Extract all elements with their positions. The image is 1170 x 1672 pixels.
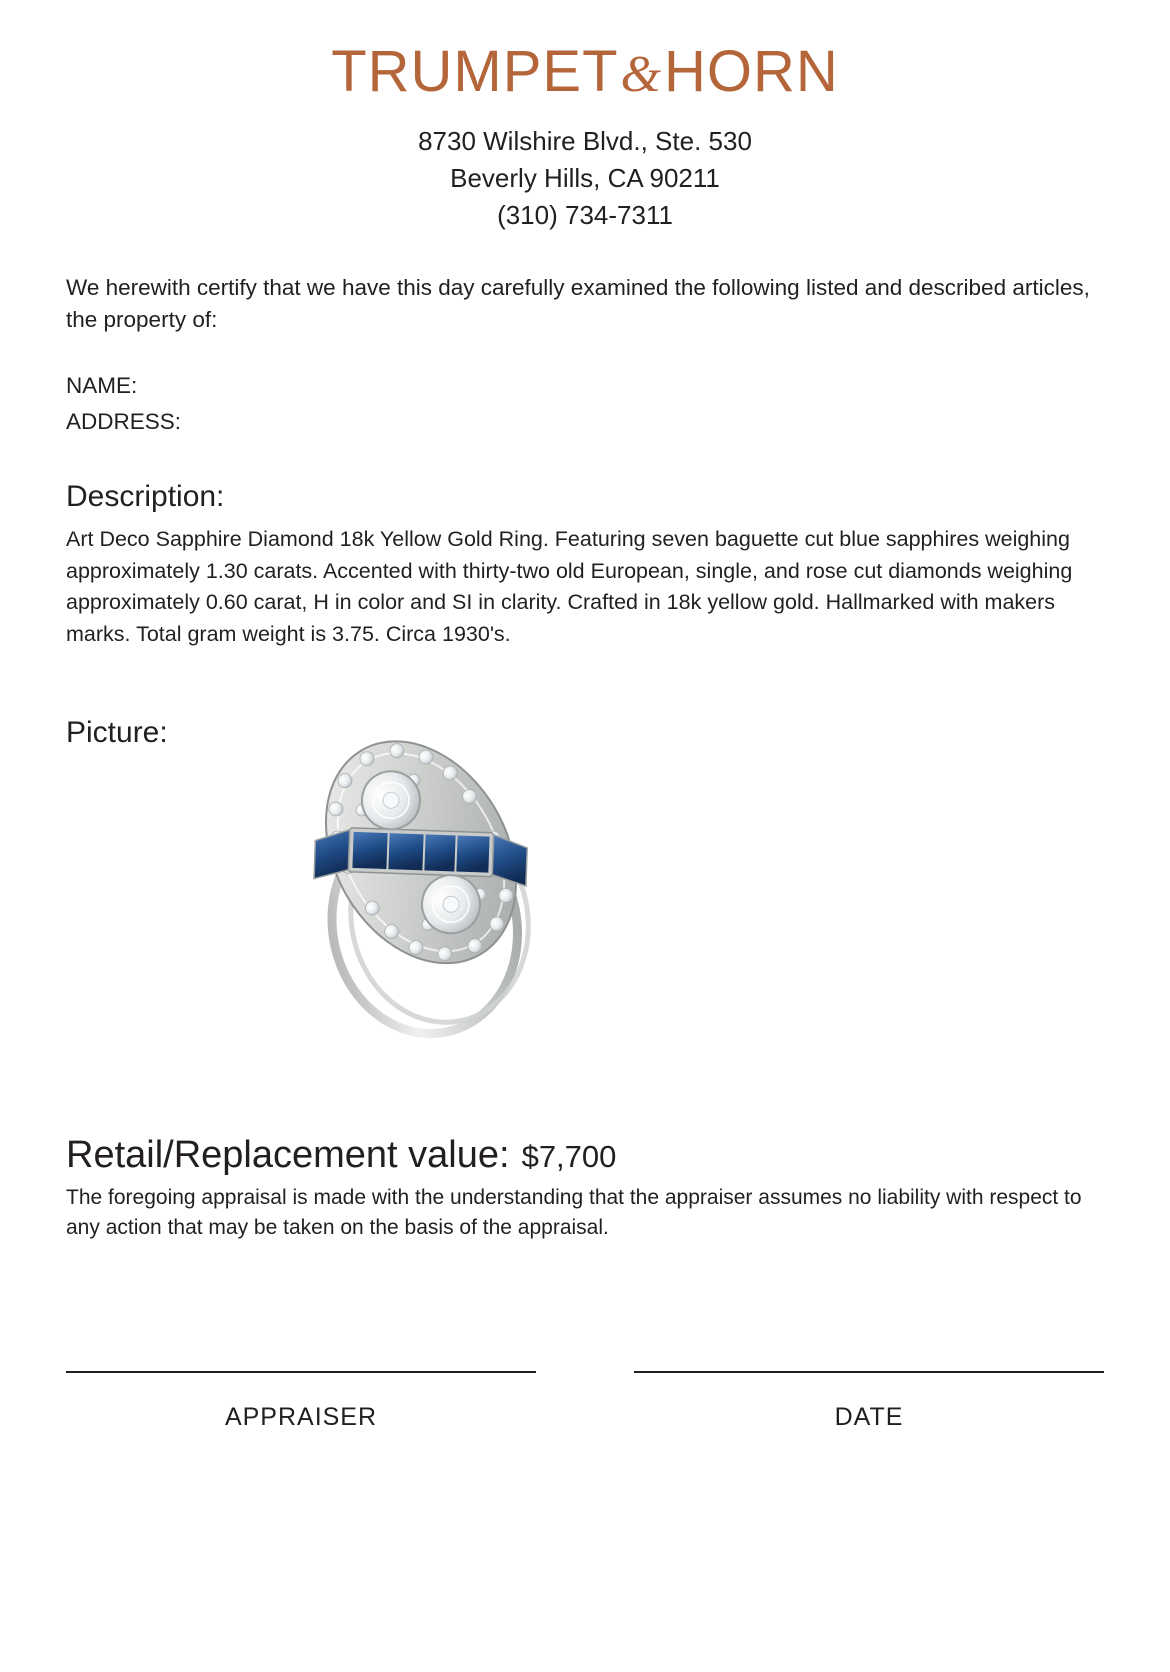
picture-heading: Picture: xyxy=(66,716,168,749)
name-field-label: NAME: xyxy=(66,373,138,398)
brand-name-right: HORN xyxy=(664,39,839,104)
address-line-2: Beverly Hills, CA 90211 xyxy=(450,162,720,193)
date-label: DATE xyxy=(834,1403,904,1431)
company-logo xyxy=(0,39,1170,104)
appraiser-signature-line[interactable] xyxy=(66,1371,536,1373)
phone-number: (310) 734-7311 xyxy=(497,199,673,230)
date-signature-line[interactable] xyxy=(634,1371,1104,1373)
brand-name-left: TRUMPET xyxy=(331,39,619,104)
description-heading: Description: xyxy=(66,480,225,513)
certification-statement: We herewith certify that we have this day carefully examined the following listed and described articles, the property of: xyxy=(66,275,1090,332)
retail-value-amount: $7,700 xyxy=(521,1139,617,1174)
signature-section xyxy=(66,1371,1104,1432)
brand-ampersand: & xyxy=(620,46,662,103)
document-body xyxy=(66,272,1104,1264)
address-line-1: 8730 Wilshire Blvd., Ste. 530 xyxy=(418,125,752,156)
ring-photo xyxy=(242,694,602,1054)
company-contact-block xyxy=(0,123,1170,234)
value-line xyxy=(66,1134,1104,1177)
appraiser-signature-block xyxy=(66,1371,536,1432)
owner-fields xyxy=(66,368,1104,440)
retail-value-label: Retail/Replacement value: xyxy=(66,1134,510,1176)
picture-section xyxy=(66,716,1104,1076)
appraisal-disclaimer: The foregoing appraisal is made with the understanding that the appraiser assumes no liability with respect to any action that may be taken on the basis of the appraisal. xyxy=(66,1186,1082,1239)
description-text: Art Deco Sapphire Diamond 18k Yellow Gold Ring. Featuring seven baguette cut blue sapphires weighing approximately 1.30 carats. Accented with thirty-two old European, single, and rose cut diamonds weighing approximately 0.60 carat, H in color and SI in clarity. Crafted in 18k yellow gold. Hallmarked with makers marks. Total gram weight is 3.75. Circa 1930's. xyxy=(66,527,1073,646)
appraiser-label: APPRAISER xyxy=(224,1403,378,1431)
date-signature-block xyxy=(634,1371,1104,1432)
address-field-label: ADDRESS: xyxy=(66,409,182,434)
